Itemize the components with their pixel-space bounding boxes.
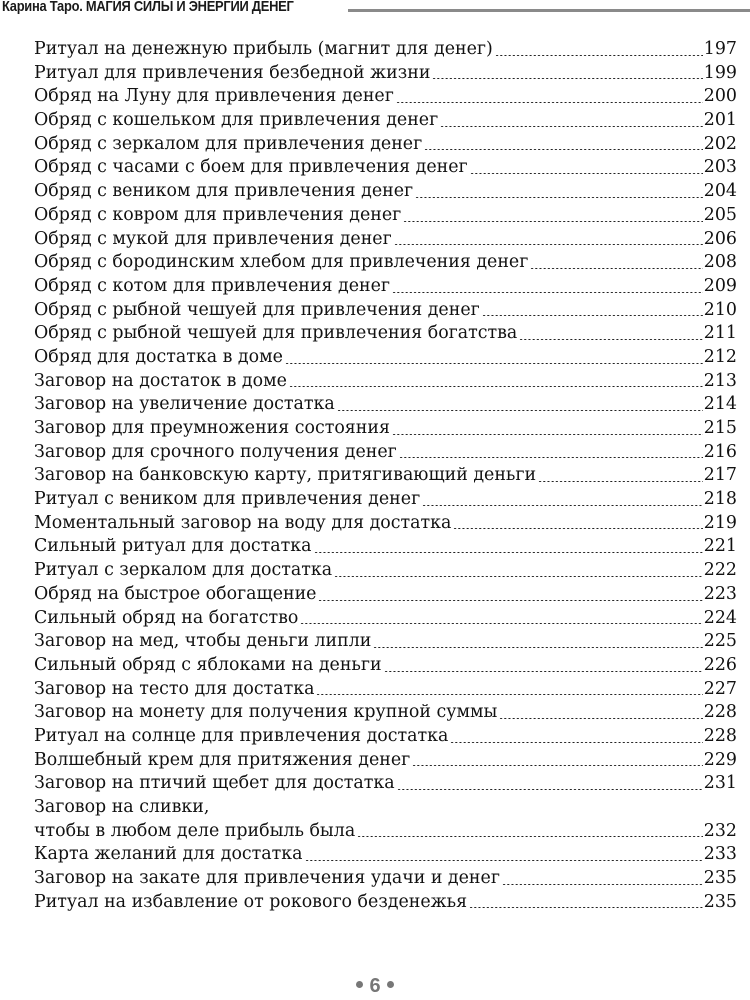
toc-entry [34, 180, 737, 204]
toc-entry [34, 701, 737, 725]
toc-dot-leader [502, 884, 703, 885]
toc-entry-title: Обряд с часами с боем для привлечения денег [34, 157, 468, 178]
toc-entry-title: Ритуал на избавление от рокового безденежья [34, 891, 468, 912]
table-of-contents [34, 38, 737, 914]
toc-entry-page: 221 [703, 536, 737, 557]
toc-entry [34, 796, 737, 820]
toc-entry-page: 233 [703, 844, 737, 865]
toc-dot-leader [415, 197, 703, 198]
toc-entry [34, 654, 737, 678]
toc-entry [34, 725, 737, 749]
running-header-title: Карина Таро. МАГИЯ СИЛЫ И ЭНЕРГИИ ДЕНЕГ [2, 0, 294, 15]
toc-entry-page: 229 [703, 749, 737, 770]
toc-entry-page: 222 [703, 560, 737, 581]
toc-entry [34, 891, 737, 915]
toc-entry [34, 156, 737, 180]
toc-dot-leader [289, 386, 703, 387]
toc-entry [34, 441, 737, 465]
toc-entry-page: 231 [703, 773, 737, 794]
toc-entry-title: Обряд с мукой для привлечения денег [34, 228, 392, 249]
toc-entry-title: Заговор на птичий щебет для достатка [34, 773, 395, 794]
toc-dot-leader [285, 363, 703, 364]
toc-entry-page: 209 [703, 275, 737, 296]
footer-bullet-right [387, 981, 394, 988]
toc-entry [34, 85, 737, 109]
toc-entry [34, 393, 737, 417]
toc-entry-page: 227 [703, 678, 737, 699]
toc-entry-page: 232 [703, 820, 737, 841]
toc-entry-title: Ритуал на денежную прибыль (магнит для денег) [34, 39, 493, 59]
toc-entry-title: Обряд на Луну для привлечения денег [34, 86, 394, 107]
toc-entry-title: Сильный обряд на богатство [34, 607, 299, 628]
toc-entry [34, 843, 737, 867]
toc-entry [34, 535, 737, 559]
toc-dot-leader [397, 789, 703, 790]
toc-dot-leader [396, 102, 703, 103]
toc-dot-leader [424, 149, 703, 150]
toc-entry-title: Заговор для срочного получения денег [34, 441, 397, 462]
toc-entry [34, 204, 737, 228]
toc-dot-leader [392, 292, 703, 293]
toc-entry [34, 62, 737, 86]
toc-entry-title: Обряд с кошельком для привлечения денег [34, 110, 439, 131]
toc-entry [34, 417, 737, 441]
toc-entry-page: 202 [703, 133, 737, 154]
toc-entry-title: Обряд с рыбной чешуей для привлечения богатства [34, 323, 518, 344]
toc-dot-leader [334, 576, 703, 577]
toc-entry [34, 251, 737, 275]
footer-bullet-left [356, 981, 363, 988]
toc-dot-leader [450, 742, 702, 743]
toc-dot-leader [538, 481, 703, 482]
toc-entry-page: 206 [703, 228, 737, 249]
toc-entry [34, 867, 737, 891]
toc-dot-leader [403, 221, 703, 222]
toc-entry-page: 235 [703, 891, 737, 912]
toc-entry [34, 109, 737, 133]
toc-entry-title: Ритуал на солнце для привлечения достатка [34, 725, 449, 746]
toc-dot-leader [440, 126, 703, 127]
toc-entry-title: Сильный обряд с яблоками на деньги [34, 654, 382, 675]
toc-dot-leader [384, 671, 703, 672]
toc-dot-leader [453, 528, 702, 529]
toc-entry-title: Сильный ритуал для достатка [34, 536, 312, 557]
toc-entry-title: Обряд с бородинским хлебом для привлечения денег [34, 252, 529, 273]
toc-entry-page: 217 [703, 465, 737, 486]
toc-entry-page: 214 [703, 394, 737, 415]
toc-dot-leader [469, 907, 703, 908]
toc-entry [34, 228, 737, 252]
toc-dot-leader [316, 694, 702, 695]
toc-dot-leader [373, 647, 702, 648]
toc-entry-page: 204 [703, 181, 737, 202]
toc-entry-page: 226 [703, 654, 737, 675]
toc-entry-title: Обряд с ковром для привлечения денег [34, 204, 402, 225]
toc-dot-leader [314, 552, 703, 553]
toc-entry-page: 210 [703, 299, 737, 320]
toc-entry-page: 211 [703, 323, 737, 344]
toc-entry-page: 200 [703, 86, 737, 107]
toc-entry [34, 772, 737, 796]
toc-entry-page: 218 [703, 489, 737, 510]
toc-entry-page: 212 [703, 346, 737, 367]
toc-entry-title: Обряд с зеркалом для привлечения денег [34, 133, 423, 154]
page-footer [0, 975, 750, 998]
toc-dot-leader [412, 765, 703, 766]
toc-entry-page: 199 [703, 62, 737, 83]
toc-entry-page: 224 [703, 607, 737, 628]
toc-entry-title: Обряд с котом для привлечения денег [34, 275, 390, 296]
toc-entry-page: 213 [703, 370, 737, 391]
toc-entry-title: Ритуал с веником для привлечения денег [34, 489, 421, 510]
toc-entry-title: Волшебный крем для притяжения денег [34, 749, 411, 770]
toc-entry-title: Обряд на быстрое обогащение [34, 583, 317, 604]
toc-entry [34, 322, 737, 346]
toc-entry-page: 223 [703, 583, 737, 604]
toc-entry-title: Заговор на достаток в доме [34, 370, 287, 391]
toc-dot-leader [337, 410, 703, 411]
toc-dot-leader [482, 315, 703, 316]
toc-dot-leader [519, 339, 703, 340]
toc-entry-title: Обряд с рыбной чешуей для привлечения денег [34, 299, 480, 320]
toc-entry-page: 228 [703, 702, 737, 723]
toc-entry-title: Обряд с веником для привлечения денег [34, 181, 414, 202]
page-number: 6 [369, 975, 381, 997]
toc-entry-page: 201 [703, 110, 737, 131]
toc-entry-title: Заговор на тесто для достатка [34, 678, 315, 699]
toc-entry-title: Моментальный заговор на воду для достатка [34, 512, 452, 533]
running-header [0, 0, 750, 22]
toc-entry [34, 346, 737, 370]
toc-dot-leader [394, 244, 703, 245]
toc-entry-title: Заговор на мед, чтобы деньги липли [34, 631, 372, 652]
toc-entry-title: Заговор на закате для привлечения удачи и денег [34, 868, 500, 889]
toc-entry-title: Заговор для преумножения состояния [34, 418, 390, 438]
toc-entry [34, 488, 737, 512]
toc-entry-title: чтобы в любом деле прибыль была [34, 820, 356, 841]
toc-entry [34, 630, 737, 654]
toc-entry [34, 464, 737, 488]
toc-entry [34, 820, 737, 844]
toc-entry [34, 133, 737, 157]
toc-entry [34, 370, 737, 394]
toc-entry [34, 275, 737, 299]
toc-dot-leader [499, 718, 702, 719]
toc-entry-title: Ритуал с зеркалом для достатка [34, 560, 333, 581]
toc-dot-leader [392, 434, 703, 435]
header-rule [348, 9, 750, 12]
toc-entry-page: 228 [703, 725, 737, 746]
toc-dot-leader [300, 623, 702, 624]
toc-entry-page: 215 [703, 418, 737, 438]
toc-dot-leader [495, 55, 703, 56]
toc-entry-page: 219 [703, 512, 737, 533]
toc-dot-leader [422, 505, 703, 506]
toc-entry-page: 216 [703, 441, 737, 462]
toc-entry [34, 299, 737, 323]
toc-entry-title: Заговор на банковскую карту, притягивающий деньги [34, 465, 537, 486]
toc-entry-page: 197 [703, 39, 737, 59]
toc-entry [34, 512, 737, 536]
toc-entry [34, 749, 737, 773]
toc-entry-title: Карта желаний для достатка [34, 844, 303, 865]
toc-entry-title: Обряд для достатка в доме [34, 346, 283, 367]
toc-entry [34, 678, 737, 702]
toc-entry [34, 583, 737, 607]
toc-dot-leader [432, 78, 702, 79]
toc-dot-leader [318, 600, 702, 601]
toc-entry-page: 225 [703, 631, 737, 652]
toc-dot-leader [530, 268, 702, 269]
toc-entry-title: Ритуал для привлечения безбедной жизни [34, 62, 431, 83]
toc-entry [34, 559, 737, 583]
toc-entry-page: 235 [703, 868, 737, 889]
toc-dot-leader [470, 173, 703, 174]
toc-entry-page: 208 [703, 252, 737, 273]
toc-entry [34, 607, 737, 631]
toc-dot-leader [357, 836, 703, 837]
toc-dot-leader [399, 457, 703, 458]
toc-entry-title: Заговор на увеличение достатка [34, 394, 335, 415]
toc-entry-page: 203 [703, 157, 737, 178]
toc-entry [34, 38, 737, 62]
toc-entry-page: 205 [703, 204, 737, 225]
toc-entry-title: Заговор на монету для получения крупной суммы [34, 702, 498, 723]
toc-entry-title: Заговор на сливки, [34, 797, 210, 817]
toc-dot-leader [305, 860, 703, 861]
